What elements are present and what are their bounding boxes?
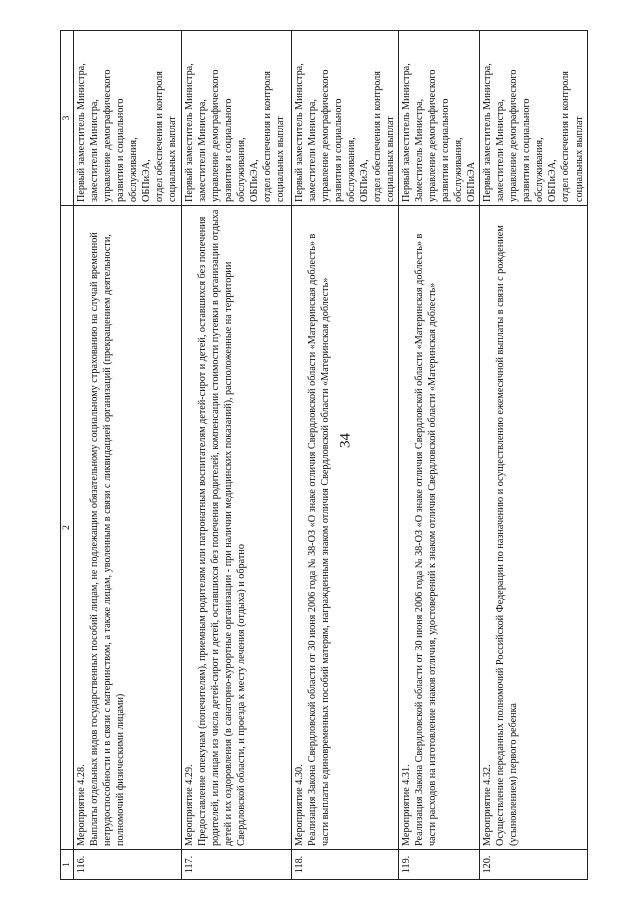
responsible-line: ОБПиЭА, [547,159,559,202]
measure-description: Выплаты отдельных видов государственных пособий лицам, не подлежащим обязательному социальному страхованию на случай временной нетрудоспособности и в связи с материнством, а также лицам, уволенным в связи с ликвидацией организаций (прекращением деятельности, полномочий физическими лицами) [89,232,127,846]
row-number: 118. [291,850,398,880]
responsible-line: Первый заместитель Министра, [293,63,305,202]
measure-title: Мероприятие 4.32. [482,764,494,846]
measure-cell [398,206,479,850]
responsible-cell [291,31,398,206]
measure-cell [74,206,181,850]
measures-table [60,30,588,880]
responsible-line: ОБПиЭА, [248,159,260,202]
responsible-cell [480,31,587,206]
responsible-line: отдел обеспечения и контроля социальных выплат [154,71,179,202]
table-row [398,31,479,880]
responsible-line: Первый заместитель Министра, [183,63,195,202]
responsible-line: отдел обеспечения и контроля социальных выплат [261,71,286,202]
row-number: 120. [480,850,587,880]
landscape-table-container [60,30,585,880]
table-header-row [61,31,74,880]
responsible-line: отдел обеспечения и контроля социальных выплат [371,71,396,202]
responsible-line: ОБПиЭА, [141,159,153,202]
responsible-line: управление демографического развития и социального обслуживания, [427,69,465,202]
header-col-2: 2 [61,206,74,850]
measure-title: Мероприятие 4.30. [293,764,305,846]
responsible-line: Заместитель Министра, [413,98,425,202]
header-col-1: 1 [61,850,74,880]
header-col-3: 3 [61,31,74,206]
row-number: 116. [74,850,181,880]
responsible-line: заместители Министра, [89,99,101,202]
measure-title: Мероприятие 4.31. [400,764,412,846]
responsible-cell [74,31,181,206]
table-row [480,31,587,880]
table-row [74,31,181,880]
responsible-cell [398,31,479,206]
responsible-line: управление демографического развития и социального обслуживания, [209,69,247,202]
measure-description: Реализация Закона Свердловской области от 30 июня 2006 года № 38-ОЗ «О знаке отличия Свердловской области «Материнская доблесть» в части выплаты единовременных пособий матерям, награжденным знаком отличия Свердловской области «Материнская доблесть» [306,233,331,846]
measure-title: Мероприятие 4.29. [183,764,195,846]
table-row [291,31,398,880]
measure-cell [181,206,291,850]
table-row [181,31,291,880]
responsible-line: заместители Министра, [306,99,318,202]
responsible-line: отдел обеспечения и контроля социальных выплат [560,71,585,202]
responsible-line: Первый заместитель Министра, [482,63,494,202]
responsible-line: управление демографического развития и социального обслуживания, [319,69,357,202]
responsible-line: ОБПиЭА, [358,159,370,202]
page-number: 34 [337,433,354,448]
responsible-line: Первый заместитель Министра, [76,63,88,202]
responsible-line: заместители Министра, [495,99,507,202]
measure-cell [291,206,398,850]
row-number: 119. [398,850,479,880]
measure-title: Мероприятие 4.28. [76,764,88,846]
responsible-line: управление демографического развития и социального обслуживания, [508,69,546,202]
measure-description: Предоставление опекунам (попечителям), приемным родителям или патронатным воспитателям детей-сирот и детей, оставшихся без попечения родителей, или лицам из числа детей-сирот и детей, оставшихся без попечения родителей, компенсации стоимости путевки в организации отдыха детей и их оздоровления (в санаторно-курортные организации - при наличии медицинских показаний), расположенные на территории Свердловской области, и проезда к месту лечения (отдыха) и обратно [196,209,247,846]
measure-description: Реализация Закона Свердловской области от 30 июня 2006 года № 38-ОЗ «О знаке отличия Свердловской области «Материнская доблесть» в части расходов на изготовление знаков отличия, удостоверений к знаком отличия Свердловской области «Материнская доблесть» [413,233,438,846]
measure-description: Осуществление переданных полномочий Российской Федерации по назначению и осуществлению ежемесячной выплаты в связи с рождением (усыновлением) первого ребенка [495,225,520,846]
responsible-line: заместители Министра, [196,99,208,202]
measure-cell [480,206,587,850]
responsible-cell [181,31,291,206]
responsible-line: Первый заместитель Министра, [400,63,412,202]
responsible-line: ОБПиЭА [466,161,478,202]
row-number: 117. [181,850,291,880]
responsible-line: управление демографического развития и социального обслуживания, [102,69,140,202]
rotated-page-area [60,30,585,880]
